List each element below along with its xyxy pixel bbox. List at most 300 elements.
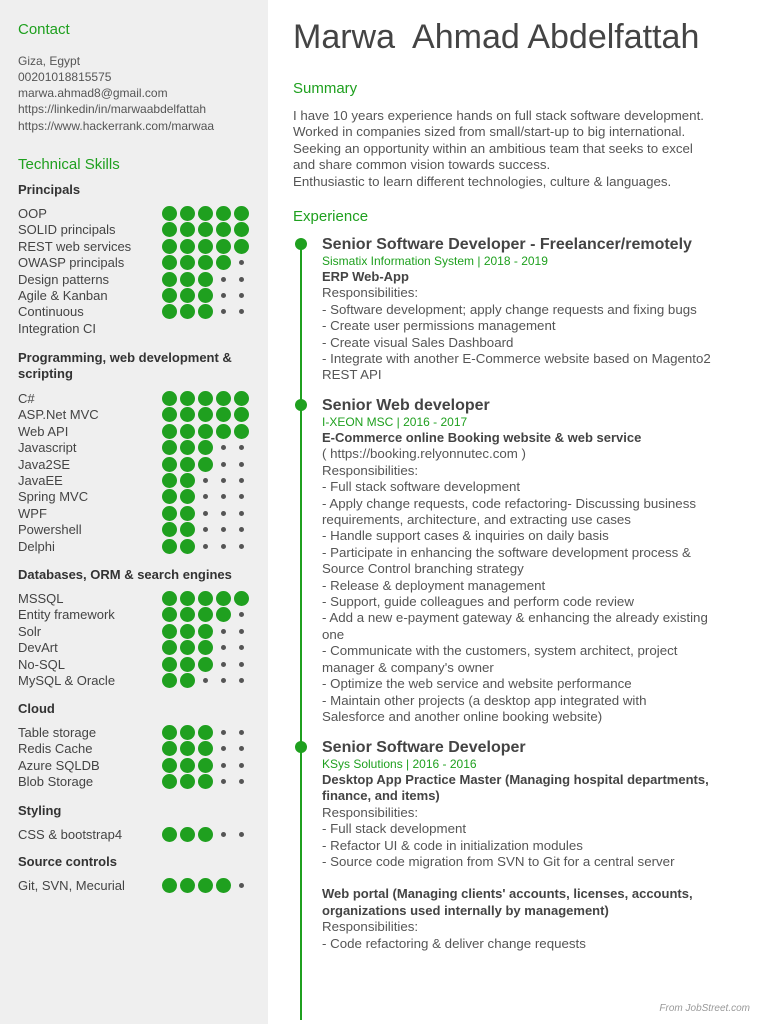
rating-dot-filled	[180, 239, 195, 254]
rating-dot-empty	[239, 662, 244, 667]
sidebar	[0, 0, 268, 1024]
skill-rating	[162, 640, 258, 656]
skill-category-title: Principals	[18, 182, 81, 197]
rating-dot-empty	[239, 763, 244, 768]
skill-rating	[162, 489, 258, 505]
job-title: Senior Software Developer	[322, 739, 526, 756]
detail-line: - Handle support cases & inquiries on daily basis	[322, 528, 609, 544]
rating-dot-empty	[239, 629, 244, 634]
skill-row	[18, 304, 258, 320]
project-details	[322, 285, 762, 383]
rating-dot-empty	[239, 309, 244, 314]
detail-line: Salesforce and another online booking website)	[322, 708, 603, 724]
detail-line: ( https://booking.relyonnutec.com )	[322, 446, 526, 462]
rating-dot-filled	[198, 624, 213, 639]
rating-dot-empty	[203, 544, 208, 549]
skill-row	[18, 878, 258, 894]
rating-dot-filled	[162, 591, 177, 606]
skill-name: Redis Cache	[18, 741, 93, 757]
detail-line: Responsibilities:	[322, 285, 419, 301]
skill-name: SOLID principals	[18, 222, 116, 238]
rating-dot-filled	[162, 522, 177, 537]
rating-dot-filled	[162, 725, 177, 740]
summary-line: and share common vision towards success.	[293, 157, 551, 173]
rating-dot-empty	[239, 260, 244, 265]
rating-dot-filled	[216, 878, 231, 893]
rating-dot-filled	[180, 457, 195, 472]
project-details	[322, 446, 762, 725]
skill-name: Delphi	[18, 538, 55, 554]
skill-row	[18, 473, 258, 489]
rating-dot-filled	[198, 407, 213, 422]
skill-rating	[162, 774, 258, 790]
rating-dot-filled	[180, 506, 195, 521]
rating-dot-empty	[221, 678, 226, 683]
rating-dot-filled	[162, 640, 177, 655]
rating-dot-filled	[180, 272, 195, 287]
rating-dot-empty	[203, 527, 208, 532]
skill-rating	[162, 222, 258, 238]
detail-line: - Communicate with the customers, system architect, project	[322, 643, 678, 659]
skill-row	[18, 758, 258, 774]
rating-dot-filled	[180, 304, 195, 319]
job-entry	[322, 235, 762, 384]
detail-line: - Maintain other projects (a desktop app integrated with	[322, 692, 647, 708]
skill-rating	[162, 506, 258, 522]
rating-dot-filled	[180, 206, 195, 221]
skill-rating	[162, 827, 258, 843]
contact-heading: Contact	[18, 21, 70, 38]
footer-credit: From JobStreet.com	[659, 1003, 750, 1014]
technical-skills-heading: Technical Skills	[18, 156, 120, 173]
timeline-dot	[295, 741, 307, 753]
rating-dot-filled	[234, 222, 249, 237]
rating-dot-filled	[180, 522, 195, 537]
skill-name: Solr	[18, 623, 42, 639]
rating-dot-empty	[239, 832, 244, 837]
rating-dot-filled	[234, 591, 249, 606]
timeline-line	[300, 244, 302, 1020]
skill-row	[18, 827, 258, 843]
rating-dot-filled	[180, 539, 195, 554]
rating-dot-filled	[180, 725, 195, 740]
timeline-dot	[295, 399, 307, 411]
project-details	[322, 919, 762, 952]
detail-line: Responsibilities:	[322, 804, 419, 820]
detail-line: Responsibilities:	[322, 919, 419, 935]
rating-dot-filled	[216, 424, 231, 439]
skill-row	[18, 222, 258, 238]
skill-name: ASP.Net MVC	[18, 407, 99, 423]
skill-row	[18, 457, 258, 473]
rating-dot-filled	[180, 673, 195, 688]
project-title: organizations used internally by management)	[322, 902, 609, 918]
rating-dot-empty	[221, 779, 226, 784]
rating-dot-empty	[203, 511, 208, 516]
rating-dot-filled	[162, 288, 177, 303]
rating-dot-empty	[239, 293, 244, 298]
experience-heading: Experience	[293, 208, 369, 225]
rating-dot-filled	[162, 489, 177, 504]
rating-dot-filled	[198, 457, 213, 472]
detail-line: - Integrate with another E-Commerce website based on Magento2	[322, 351, 711, 367]
skill-rating	[162, 239, 258, 255]
skill-rating	[162, 741, 258, 757]
rating-dot-empty	[203, 478, 208, 483]
rating-dot-filled	[162, 272, 177, 287]
rating-dot-empty	[239, 494, 244, 499]
skill-name: Web API	[18, 423, 69, 439]
skill-name: Entity framework	[18, 607, 115, 623]
skill-rating	[162, 457, 258, 473]
rating-dot-filled	[216, 607, 231, 622]
rating-dot-empty	[239, 462, 244, 467]
skill-category-title: Programming, web development & scripting	[18, 350, 232, 381]
skill-rating	[162, 440, 258, 456]
person-name: Marwa Ahmad Abdelfattah	[293, 18, 700, 56]
rating-dot-filled	[162, 506, 177, 521]
rating-dot-filled	[162, 741, 177, 756]
rating-dot-filled	[198, 725, 213, 740]
rating-dot-filled	[162, 222, 177, 237]
contact-phone: 00201018815575	[18, 70, 112, 84]
skill-row	[18, 239, 258, 255]
summary-heading: Summary	[293, 80, 358, 97]
rating-dot-filled	[198, 239, 213, 254]
contact-email[interactable]: marwa.ahmad8@gmail.com	[18, 86, 168, 100]
rating-dot-filled	[198, 391, 213, 406]
rating-dot-filled	[198, 741, 213, 756]
job-title: Senior Web developer	[322, 397, 490, 414]
rating-dot-empty	[221, 832, 226, 837]
skill-name: Azure SQLDB	[18, 757, 100, 773]
skill-rating	[162, 255, 258, 271]
skill-row	[18, 440, 258, 456]
rating-dot-filled	[180, 288, 195, 303]
rating-dot-empty	[239, 779, 244, 784]
rating-dot-empty	[239, 612, 244, 617]
rating-dot-filled	[162, 878, 177, 893]
rating-dot-filled	[198, 827, 213, 842]
skill-name: CSS & bootstrap4	[18, 827, 123, 842]
rating-dot-empty	[239, 645, 244, 650]
detail-line: - Create user permissions management	[322, 318, 556, 334]
skill-rating	[162, 424, 258, 440]
rating-dot-filled	[180, 591, 195, 606]
skill-name: Java2SE	[18, 456, 71, 472]
rating-dot-filled	[198, 206, 213, 221]
rating-dot-filled	[234, 424, 249, 439]
rating-dot-filled	[198, 255, 213, 270]
rating-dot-empty	[203, 678, 208, 683]
rating-dot-filled	[198, 272, 213, 287]
contact-linkedin[interactable]: https://linkedin/in/marwaabdelfattah	[18, 102, 207, 116]
rating-dot-filled	[198, 288, 213, 303]
rating-dot-filled	[180, 624, 195, 639]
skill-row	[18, 522, 258, 538]
job-company: I-XEON MSC | 2016 - 2017	[322, 415, 468, 429]
rating-dot-empty	[221, 277, 226, 282]
rating-dot-empty	[221, 293, 226, 298]
project-title: Web portal (Managing clients' accounts, licenses, accounts,	[322, 886, 693, 902]
summary-line: Enthusiastic to learn different technologies, culture & languages.	[293, 173, 672, 189]
detail-line: - Support, guide colleagues and perform code review	[322, 594, 634, 610]
skill-rating	[162, 539, 258, 555]
rating-dot-filled	[180, 489, 195, 504]
skill-row	[18, 741, 258, 757]
rating-dot-empty	[221, 763, 226, 768]
rating-dot-filled	[180, 607, 195, 622]
rating-dot-empty	[239, 883, 244, 888]
summary-line: I have 10 years experience hands on full stack software development.	[293, 108, 704, 123]
rating-dot-empty	[221, 746, 226, 751]
detail-line: - Full stack development	[322, 821, 467, 837]
rating-dot-filled	[180, 657, 195, 672]
rating-dot-filled	[180, 774, 195, 789]
rating-dot-filled	[162, 206, 177, 221]
rating-dot-empty	[221, 629, 226, 634]
job-title: Senior Software Developer - Freelancer/remotely	[322, 236, 692, 253]
detail-line: - Apply change requests, code refactoring- Discussing business	[322, 495, 696, 511]
project-title: ERP Web-App	[322, 269, 409, 284]
skill-row	[18, 774, 258, 790]
rating-dot-filled	[162, 827, 177, 842]
skill-rating	[162, 725, 258, 741]
summary-line: Seeking an opportunity within an ambitious team that seeks to excel	[293, 140, 693, 156]
skill-row	[18, 539, 258, 555]
detail-line: - Full stack software development	[322, 479, 521, 495]
skill-rating	[162, 473, 258, 489]
rating-dot-filled	[198, 222, 213, 237]
skill-name: JavaEE	[18, 473, 63, 488]
rating-dot-empty	[221, 309, 226, 314]
skill-rating	[162, 657, 258, 673]
skill-name: No-SQL	[18, 656, 65, 672]
skill-rating	[162, 673, 258, 689]
rating-dot-filled	[162, 391, 177, 406]
skill-row	[18, 657, 258, 673]
skill-row	[18, 424, 258, 440]
job-company: KSys Solutions | 2016 - 2016	[322, 757, 477, 771]
rating-dot-filled	[216, 591, 231, 606]
skill-rating	[162, 206, 258, 222]
detail-line: Responsibilities:	[322, 462, 419, 478]
detail-line: one	[322, 626, 345, 642]
rating-dot-filled	[162, 304, 177, 319]
skill-row	[18, 624, 258, 640]
skill-row	[18, 725, 258, 741]
rating-dot-filled	[180, 640, 195, 655]
rating-dot-empty	[239, 746, 244, 751]
rating-dot-filled	[162, 673, 177, 688]
detail-line: - Source code migration from SVN to Git for a central server	[322, 854, 675, 870]
rating-dot-empty	[239, 478, 244, 483]
detail-line: - Software development; apply change requests and fixing bugs	[322, 301, 697, 317]
project-details	[322, 805, 762, 871]
rating-dot-filled	[198, 640, 213, 655]
skill-row	[18, 489, 258, 505]
rating-dot-filled	[162, 758, 177, 773]
skill-row	[18, 407, 258, 423]
detail-line: - Code refactoring & deliver change requests	[322, 935, 586, 951]
skill-row	[18, 206, 258, 222]
skill-name: Continuous	[18, 304, 84, 320]
project-title: finance, and items)	[322, 788, 440, 804]
rating-dot-empty	[221, 445, 226, 450]
rating-dot-empty	[221, 645, 226, 650]
skill-name: Git, SVN, Mecurial	[18, 878, 125, 893]
rating-dot-empty	[221, 527, 226, 532]
rating-dot-filled	[234, 391, 249, 406]
rating-dot-filled	[216, 391, 231, 406]
skill-row	[18, 640, 258, 656]
rating-dot-empty	[239, 445, 244, 450]
detail-line: - Add a new e-payment gateway & enhancing the already existing	[322, 610, 708, 626]
summary-line: Worked in companies sized from small/start-up to big international.	[293, 124, 686, 140]
rating-dot-filled	[162, 624, 177, 639]
detail-line: requirements, architecture, and extracting use cases	[322, 512, 631, 528]
skill-name: C#	[18, 391, 35, 406]
skill-name: Agile & Kanban	[18, 288, 108, 303]
skill-row	[18, 272, 258, 288]
rating-dot-filled	[162, 255, 177, 270]
rating-dot-filled	[198, 440, 213, 455]
rating-dot-filled	[234, 239, 249, 254]
skill-name: WPF	[18, 505, 47, 521]
skill-name: Blob Storage	[18, 774, 94, 790]
rating-dot-filled	[162, 457, 177, 472]
rating-dot-filled	[216, 239, 231, 254]
project-title: Desktop App Practice Master (Managing hospital departments,	[322, 772, 709, 787]
rating-dot-filled	[198, 591, 213, 606]
rating-dot-empty	[239, 527, 244, 532]
rating-dot-filled	[180, 440, 195, 455]
skill-row	[18, 607, 258, 623]
detail-line: REST API	[322, 367, 382, 383]
project-title: E-Commerce online Booking website & web service	[322, 430, 642, 445]
detail-line: - Refactor UI & code in initialization modules	[322, 837, 583, 853]
rating-dot-empty	[239, 277, 244, 282]
rating-dot-filled	[180, 827, 195, 842]
skill-rating	[162, 288, 258, 304]
rating-dot-filled	[180, 758, 195, 773]
rating-dot-empty	[221, 478, 226, 483]
rating-dot-filled	[198, 304, 213, 319]
rating-dot-filled	[216, 206, 231, 221]
rating-dot-filled	[198, 758, 213, 773]
detail-line: - Release & deployment management	[322, 577, 546, 593]
rating-dot-filled	[162, 407, 177, 422]
rating-dot-filled	[216, 255, 231, 270]
skill-category-title: Source controls	[18, 854, 117, 869]
rating-dot-empty	[221, 662, 226, 667]
rating-dot-empty	[239, 511, 244, 516]
timeline-dot	[295, 238, 307, 250]
skill-category-title: Styling	[18, 803, 62, 818]
detail-line: Source Control branching strategy	[322, 561, 524, 577]
skill-rating	[162, 878, 258, 894]
rating-dot-filled	[180, 424, 195, 439]
rating-dot-filled	[162, 607, 177, 622]
rating-dot-empty	[221, 462, 226, 467]
skill-name: REST web services	[18, 238, 132, 254]
skill-row	[18, 255, 258, 271]
skill-category-title: Cloud	[18, 701, 55, 716]
rating-dot-filled	[162, 473, 177, 488]
skill-name: Integration CI	[18, 320, 97, 336]
rating-dot-filled	[162, 424, 177, 439]
rating-dot-filled	[162, 539, 177, 554]
rating-dot-filled	[180, 407, 195, 422]
skill-rating	[162, 407, 258, 423]
rating-dot-empty	[221, 511, 226, 516]
skill-rating	[162, 304, 258, 320]
job-entry	[322, 738, 762, 952]
skill-name: Design patterns	[18, 271, 110, 287]
detail-line: manager & company's owner	[322, 659, 494, 675]
skill-rating	[162, 272, 258, 288]
main-content	[268, 0, 768, 1024]
skill-row	[18, 288, 258, 304]
skill-name: Powershell	[18, 522, 82, 538]
rating-dot-filled	[162, 239, 177, 254]
rating-dot-filled	[180, 222, 195, 237]
rating-dot-empty	[239, 544, 244, 549]
skill-category-title: Databases, ORM & search engines	[18, 567, 232, 582]
rating-dot-filled	[198, 424, 213, 439]
detail-line: - Create visual Sales Dashboard	[322, 334, 514, 350]
skill-rating	[162, 591, 258, 607]
skill-row	[18, 391, 258, 407]
contact-location: Giza, Egypt	[18, 54, 81, 68]
rating-dot-filled	[198, 657, 213, 672]
rating-dot-filled	[180, 473, 195, 488]
summary-text	[293, 108, 753, 190]
rating-dot-filled	[198, 878, 213, 893]
rating-dot-empty	[221, 730, 226, 735]
skill-name: DevArt	[18, 640, 58, 656]
contact-hackerrank[interactable]: https://www.hackerrank.com/marwaa	[18, 119, 215, 133]
skill-name: MSSQL	[18, 591, 64, 606]
job-company: Sismatix Information System | 2018 - 2019	[322, 254, 548, 268]
skill-name: Spring MVC	[18, 489, 89, 505]
rating-dot-empty	[221, 544, 226, 549]
rating-dot-filled	[234, 407, 249, 422]
skill-rating	[162, 624, 258, 640]
skill-row	[18, 673, 258, 689]
detail-line: - Optimize the web service and website performance	[322, 676, 632, 692]
rating-dot-filled	[216, 222, 231, 237]
skill-rating	[162, 391, 258, 407]
rating-dot-empty	[203, 494, 208, 499]
rating-dot-filled	[180, 391, 195, 406]
skill-name: Javascript	[18, 440, 77, 456]
rating-dot-filled	[198, 607, 213, 622]
project-spacer	[322, 870, 762, 886]
rating-dot-filled	[162, 440, 177, 455]
skill-name: OWASP principals	[18, 255, 125, 271]
rating-dot-filled	[198, 774, 213, 789]
rating-dot-filled	[234, 206, 249, 221]
rating-dot-filled	[216, 407, 231, 422]
skill-rating	[162, 522, 258, 538]
skill-name: OOP	[18, 206, 47, 221]
skill-row	[18, 321, 258, 337]
rating-dot-empty	[239, 678, 244, 683]
skill-rating	[162, 607, 258, 623]
job-entry	[322, 396, 762, 725]
skill-row	[18, 591, 258, 607]
